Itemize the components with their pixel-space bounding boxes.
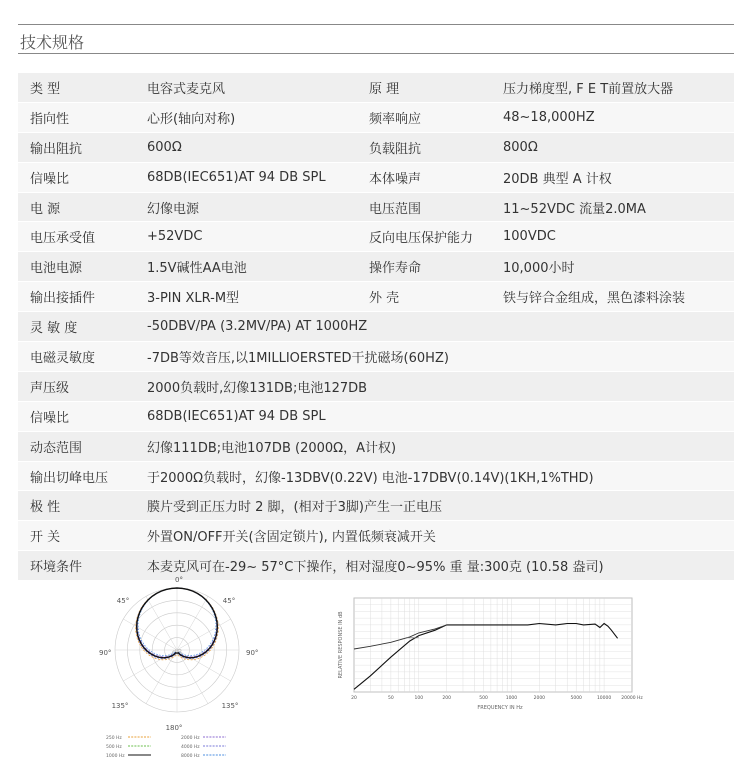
freq-grid — [354, 598, 632, 692]
spec-value: 本麦克风可在-29~ 57°C下操作，相对湿度0~95% 重 量:300克 (10.58 盎司) — [133, 551, 734, 581]
spec-value: -50DBV/PA (3.2MV/PA) AT 1000HZ — [133, 312, 734, 342]
polar-spoke — [177, 619, 231, 650]
spec-value: 铁与锌合金组成，黑色漆料涂装 — [491, 282, 734, 312]
angle-label-left: 90° — [99, 649, 112, 657]
spec-row — [18, 521, 734, 551]
spec-label: 电磁灵敏度 — [18, 342, 133, 372]
spec-label: 输出阻抗 — [18, 132, 133, 162]
spec-label: 声压级 — [18, 371, 133, 401]
angle-label-top-right: 45° — [222, 597, 236, 605]
spec-row — [18, 222, 734, 252]
spec-value: 100VDC — [491, 222, 734, 252]
freq-tick-label: 20 — [351, 696, 357, 701]
spec-label: 电压范围 — [357, 192, 491, 222]
spec-row — [18, 282, 734, 312]
frequency-response-chart — [332, 590, 650, 712]
freq-y-axis-label: RELATIVE RESPONSE IN dB — [338, 611, 344, 679]
spec-label: 输出接插件 — [18, 282, 133, 312]
freq-tick-label: 5000 — [570, 696, 582, 701]
polar-center-label: dB — [171, 648, 183, 657]
freq-tick-label: 2000 — [533, 696, 546, 701]
spec-row — [18, 312, 734, 342]
angle-label-bottom-right: 135° — [221, 702, 239, 710]
spec-value: 600Ω — [133, 132, 357, 162]
freq-tick-labels — [351, 695, 643, 701]
spec-value: 膜片受到正压力时 2 脚，(相对于3脚)产生一正电压 — [133, 491, 734, 521]
spec-row — [18, 73, 734, 102]
spec-row — [18, 342, 734, 372]
spec-label: 反向电压保护能力 — [357, 222, 491, 252]
spec-row — [18, 162, 734, 192]
spec-value: 1.5V碱性AA电池 — [133, 252, 357, 282]
spec-row — [18, 401, 734, 431]
polar-spoke — [123, 619, 177, 650]
spec-value: 电容式麦克风 — [133, 73, 357, 102]
freq-tick-label: 200 — [442, 696, 451, 701]
spec-value: +52VDC — [133, 222, 357, 252]
spec-value: 2000负载时,幻像131DB;电池127DB — [133, 371, 734, 401]
polar-spoke — [177, 596, 208, 650]
spec-value: 20DB 典型 A 计权 — [491, 162, 734, 192]
spec-label: 输出切峰电压 — [18, 461, 133, 491]
legend-label: 1000 Hz — [106, 754, 125, 759]
spec-value: 3-PIN XLR-M型 — [133, 282, 357, 312]
spec-label: 外 壳 — [357, 282, 491, 312]
freq-tick-label: 1000 — [505, 696, 518, 701]
spec-label: 本体噪声 — [357, 162, 491, 192]
spec-label: 原 理 — [357, 73, 491, 102]
spec-value: 心形(轴向对称) — [133, 102, 357, 132]
spec-value: 68DB(IEC651)AT 94 DB SPL — [133, 162, 357, 192]
polar-legend — [106, 735, 226, 759]
spec-row — [18, 371, 734, 401]
spec-table — [18, 73, 734, 581]
legend-label: 4000 Hz — [181, 745, 200, 750]
spec-value: 48~18,000HZ — [491, 102, 734, 132]
spec-value: 于2000Ω负载时，幻像-13DBV(0.22V) 电池-17DBV(0.14V)(1KH,1%THD) — [133, 461, 734, 491]
spec-row — [18, 192, 734, 222]
polar-pattern-chart — [96, 575, 262, 761]
spec-label: 操作寿命 — [357, 252, 491, 282]
spec-label: 灵 敏 度 — [18, 312, 133, 342]
spec-row — [18, 102, 734, 132]
spec-label: 信噪比 — [18, 401, 133, 431]
title-rule-bottom — [18, 53, 734, 54]
freq-tick-label: 10000 — [596, 696, 612, 701]
spec-label: 环境条件 — [18, 551, 133, 581]
angle-label-right: 90° — [246, 649, 259, 657]
spec-label: 信噪比 — [18, 162, 133, 192]
spec-row — [18, 491, 734, 521]
angle-label-bottom: 180° — [165, 724, 183, 732]
spec-row — [18, 431, 734, 461]
freq-tick-label: 50 — [388, 696, 394, 701]
spec-value: 10,000小时 — [491, 252, 734, 282]
legend-label: 500 Hz — [106, 745, 122, 750]
spec-label: 类 型 — [18, 73, 133, 102]
spec-label: 动态范围 — [18, 431, 133, 461]
angle-label-top-left: 45° — [116, 597, 130, 605]
spec-label: 电 源 — [18, 192, 133, 222]
spec-value: 800Ω — [491, 132, 734, 162]
spec-label: 开 关 — [18, 521, 133, 551]
spec-value: 幻像电源 — [133, 192, 357, 222]
spec-value: 幻像111DB;电池107DB (2000Ω，A计权) — [133, 431, 734, 461]
spec-value: -7DB等效音压,以1MILLIOERSTED干扰磁场(60HZ) — [133, 342, 734, 372]
spec-label: 负载阻抗 — [357, 132, 491, 162]
freq-tick-label: 20000 Hz — [621, 696, 643, 701]
spec-row — [18, 132, 734, 162]
spec-row — [18, 461, 734, 491]
spec-label: 指向性 — [18, 102, 133, 132]
spec-row — [18, 252, 734, 282]
spec-label: 电压承受值 — [18, 222, 133, 252]
spec-value: 11~52VDC 流量2.0MA — [491, 192, 734, 222]
legend-label: 8000 Hz — [181, 754, 200, 759]
spec-value: 68DB(IEC651)AT 94 DB SPL — [133, 401, 734, 431]
freq-x-axis-label: FREQUENCY IN Hz — [477, 705, 523, 711]
spec-label: 电池电源 — [18, 252, 133, 282]
section-title: 技术规格 — [20, 33, 85, 52]
polar-spoke — [123, 650, 177, 681]
freq-tick-label: 100 — [414, 696, 424, 701]
spec-value: 外置ON/OFF开关(含固定锁片), 内置低频衰减开关 — [133, 521, 734, 551]
angle-label-bottom-left: 135° — [111, 702, 129, 710]
polar-spoke — [146, 596, 177, 650]
legend-label: 250 Hz — [106, 736, 122, 741]
spec-value: 压力梯度型, F E T前置放大器 — [491, 73, 734, 102]
spec-label: 频率响应 — [357, 102, 491, 132]
spec-label: 极 性 — [18, 491, 133, 521]
legend-label: 2000 Hz — [181, 736, 200, 741]
title-rule-top — [18, 24, 734, 25]
angle-label-top: 0° — [175, 576, 183, 584]
freq-tick-label: 500 — [479, 696, 488, 701]
